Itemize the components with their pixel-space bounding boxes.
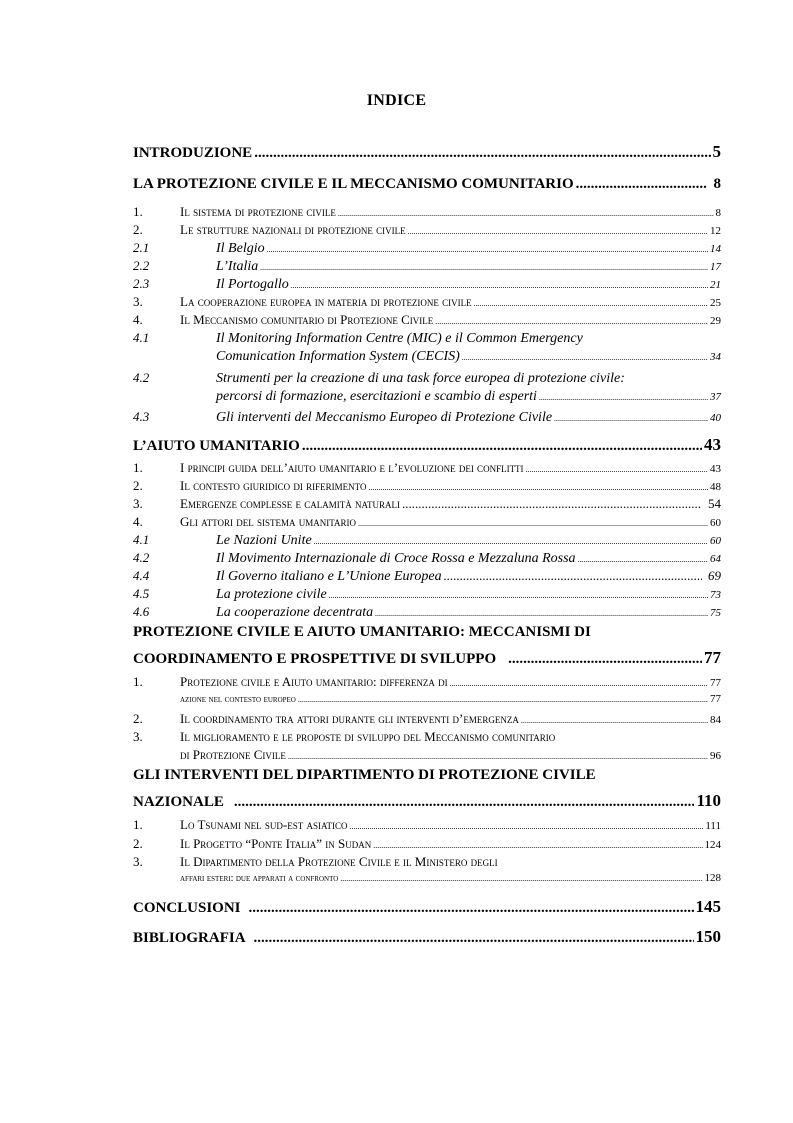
- section-number: 1.: [133, 817, 143, 832]
- entry-page: 64: [710, 553, 721, 565]
- leader-dots: [340, 874, 702, 883]
- toc-entry-bibliografia[interactable]: [133, 922, 721, 952]
- leader-dots: [435, 317, 708, 326]
- entry-page: 14: [710, 243, 721, 255]
- leader-dots: [521, 716, 708, 725]
- leader-dots: [234, 794, 695, 811]
- toc-section-1-3[interactable]: [133, 294, 721, 312]
- leader-dots: [338, 209, 714, 218]
- toc-chapter-2[interactable]: [133, 430, 721, 460]
- entry-title-line-1: Il Dipartimento della Protezione Civile e il Ministero degli: [180, 854, 498, 869]
- entry-page: 8: [715, 207, 721, 219]
- entry-title: Il Meccanismo comunitario di Protezione Civile: [180, 312, 434, 327]
- toc-chapter-4[interactable]: [133, 767, 721, 791]
- section-number: 2.2: [133, 258, 150, 273]
- section-number: 4.3: [133, 409, 150, 424]
- entry-title-line-2: NAZIONALE: [133, 794, 224, 810]
- section-number: 4.1: [133, 532, 150, 547]
- entry-page: 69: [708, 568, 721, 583]
- toc-subsection-2-4-4[interactable]: [133, 568, 721, 586]
- toc-section-2-4[interactable]: [133, 514, 721, 532]
- toc-entry-introduzione[interactable]: [133, 142, 721, 176]
- entry-title: Gli attori del sistema umanitario: [180, 514, 356, 529]
- entry-page: 77: [710, 693, 721, 705]
- toc-subsection-2-4-5[interactable]: [133, 586, 721, 604]
- entry-title: Il Progetto “Ponte Italia” in Sudan: [180, 836, 372, 851]
- entry-title-line-1: Il Monitoring Information Centre (MIC) e il Common Emergency: [216, 331, 583, 346]
- leader-dots: [576, 176, 706, 193]
- toc-section-4-3-cont[interactable]: [133, 872, 721, 892]
- toc-subsection-1-2-1[interactable]: [133, 240, 721, 258]
- entry-page: 37: [710, 391, 721, 403]
- leader-dots: [254, 145, 710, 162]
- leader-dots: [249, 900, 694, 917]
- toc-section-1-2[interactable]: [133, 222, 721, 240]
- leader-dots: [474, 299, 708, 308]
- leader-dots: [314, 537, 708, 546]
- toc-section-3-2[interactable]: [133, 711, 721, 729]
- section-number: 4.: [133, 312, 143, 327]
- entry-title-line-2: azione nel contesto europeo: [180, 694, 296, 705]
- entry-title: INTRODUZIONE: [133, 145, 253, 161]
- leader-dots: [358, 519, 708, 528]
- entry-title: Il Governo italiano e L’Unione Europea: [216, 569, 442, 584]
- entry-page: 77: [710, 677, 721, 689]
- entry-title: La cooperazione decentrata: [216, 605, 374, 620]
- entry-title-line-2: percorsi di formazione, esercitazioni e scambio di esperti: [216, 389, 537, 404]
- leader-dots: [526, 465, 708, 474]
- leader-dots: [554, 414, 708, 423]
- entry-page: 75: [710, 607, 721, 619]
- entry-page: 12: [710, 225, 721, 237]
- toc-section-2-2[interactable]: [133, 478, 721, 496]
- leader-dots: [267, 245, 708, 254]
- toc-subsection-2-4-1[interactable]: [133, 532, 721, 550]
- section-number: 3.: [133, 729, 143, 744]
- entry-title: Il Belgio: [216, 241, 265, 256]
- entry-title: La protezione civile: [216, 587, 327, 602]
- entry-title-line-2: di Protezione Civile: [180, 747, 286, 762]
- entry-page: 25: [710, 297, 721, 309]
- entry-title: Il sistema di protezione civile: [180, 204, 336, 219]
- toc-subsection-1-4-1[interactable]: [133, 330, 721, 349]
- toc-section-3-3[interactable]: [133, 729, 721, 747]
- entry-page: 110: [696, 791, 721, 810]
- entry-title: Il Portogallo: [216, 277, 289, 292]
- section-number: 4.2: [133, 550, 150, 565]
- section-number: 4.1: [133, 330, 150, 345]
- entry-title-line-2: affari esteri: due apparati a confronto: [180, 873, 339, 884]
- toc-chapter-1[interactable]: [133, 176, 721, 204]
- entry-page: 5: [712, 142, 721, 161]
- section-number: 2.3: [133, 276, 150, 291]
- toc-section-4-3[interactable]: [133, 854, 721, 872]
- entry-title: LA PROTEZIONE CIVILE E IL MECCANISMO COMUNITARIO: [133, 176, 574, 192]
- entry-title: Il Movimento Internazionale di Croce Rossa e Mezzaluna Rossa: [216, 551, 576, 566]
- entry-title: Gli interventi del Meccanismo Europeo di Protezione Civile: [216, 410, 553, 425]
- entry-title: Il contesto giuridico di riferimento: [180, 478, 367, 493]
- leader-dots: [508, 651, 702, 668]
- toc-section-4-1[interactable]: [133, 817, 721, 836]
- entry-page: 111: [705, 820, 721, 832]
- toc-section-3-1[interactable]: [133, 674, 721, 693]
- leader-dots: [291, 281, 708, 290]
- leader-dots: [298, 695, 708, 704]
- leader-dots: [444, 568, 702, 584]
- toc-chapter-3-cont[interactable]: [133, 648, 721, 674]
- entry-title: La cooperazione europea in materia di protezione civile: [180, 294, 472, 309]
- toc-subsection-2-4-6[interactable]: [133, 604, 721, 624]
- entry-page: 43: [710, 463, 721, 475]
- toc-subsection-1-4-1-cont[interactable]: [133, 349, 721, 370]
- section-number: 2.1: [133, 240, 150, 255]
- section-number: 2.: [133, 836, 143, 851]
- leader-dots: [373, 841, 702, 850]
- entry-title: I principi guida dell’aiuto umanitario e l’evoluzione dei conflitti: [180, 460, 524, 475]
- entry-title-line-1: Protezione civile e Aiuto umanitario: differenza di: [180, 674, 448, 689]
- leader-dots: [254, 930, 694, 947]
- entry-title: Emergenze complesse e calamità naturali: [180, 496, 400, 511]
- entry-title: L’AIUTO UMANITARIO: [133, 438, 300, 454]
- section-number: 1.: [133, 460, 143, 475]
- entry-page: 8: [713, 176, 721, 192]
- toc-section-1-1[interactable]: [133, 204, 721, 222]
- section-number: 2.: [133, 478, 143, 493]
- entry-page: 150: [695, 927, 721, 946]
- section-number: 4.: [133, 514, 143, 529]
- entry-page: 73: [710, 589, 721, 601]
- page-title: INDICE: [366, 92, 427, 109]
- toc-section-4-2[interactable]: [133, 836, 721, 854]
- toc-entry-conclusioni[interactable]: [133, 892, 721, 922]
- entry-page: 40: [710, 412, 721, 424]
- leader-dots: [462, 353, 708, 362]
- entry-title-line-1: Il miglioramento e le proposte di sviluppo del Meccanismo comunitario: [180, 729, 556, 744]
- leader-dots: [329, 591, 708, 600]
- section-number: 3.: [133, 496, 143, 511]
- toc-section-2-1[interactable]: [133, 460, 721, 478]
- toc-section-2-3[interactable]: [133, 496, 721, 514]
- leader-dots: [288, 752, 708, 761]
- leader-dots: [578, 555, 708, 564]
- entry-title: Lo Tsunami nel sud-est asiatico: [180, 817, 348, 832]
- entry-page: 128: [704, 872, 721, 884]
- toc-subsection-1-4-2-cont[interactable]: [133, 389, 721, 409]
- entry-page: 17: [710, 261, 721, 273]
- entry-title: BIBLIOGRAFIA: [133, 930, 246, 946]
- entry-title-line-1: Strumenti per la creazione di una task force europea di protezione civile:: [216, 371, 625, 386]
- leader-dots: [450, 679, 708, 688]
- leader-dots: [402, 496, 702, 512]
- toc-chapter-4-cont[interactable]: [133, 791, 721, 817]
- leader-dots: [375, 609, 708, 618]
- toc-subsection-1-4-2[interactable]: [133, 370, 721, 389]
- section-number: 4.6: [133, 604, 150, 619]
- entry-title: Il coordinamento tra attori durante gli interventi d’emergenza: [180, 711, 519, 726]
- section-number: 1.: [133, 204, 143, 219]
- section-number: 2.: [133, 222, 143, 237]
- entry-page: 60: [710, 517, 721, 529]
- entry-title-line-1: PROTEZIONE CIVILE E AIUTO UMANITARIO: MECCANISMI DI: [133, 624, 591, 640]
- toc-subsection-1-4-3[interactable]: [133, 409, 721, 430]
- entry-page: 84: [710, 714, 721, 726]
- entry-title: L’Italia: [216, 259, 259, 274]
- section-number: 1.: [133, 674, 143, 689]
- section-number: 4.4: [133, 568, 150, 583]
- table-of-contents: [133, 142, 721, 952]
- entry-title: Le Nazioni Unite: [216, 533, 312, 548]
- entry-page: 96: [710, 750, 721, 762]
- section-number: 4.2: [133, 370, 150, 385]
- entry-page: 60: [710, 535, 721, 547]
- leader-dots: [369, 483, 709, 492]
- toc-section-3-3-cont[interactable]: [133, 747, 721, 767]
- entry-title-line-2: Comunication Information System (CECIS): [216, 349, 460, 364]
- entry-page: 43: [704, 435, 721, 454]
- entry-page: 34: [710, 351, 721, 363]
- toc-subsection-1-2-2[interactable]: [133, 258, 721, 276]
- entry-page: 77: [704, 648, 721, 667]
- entry-page: 124: [704, 839, 721, 851]
- leader-dots: [260, 263, 708, 272]
- section-number: 2.: [133, 711, 143, 726]
- leader-dots: [408, 227, 708, 236]
- section-number: 3.: [133, 854, 143, 869]
- entry-page: 48: [710, 481, 721, 493]
- toc-subsection-1-2-3[interactable]: [133, 276, 721, 294]
- entry-page: 54: [708, 496, 721, 511]
- toc-subsection-2-4-2[interactable]: [133, 550, 721, 568]
- section-number: 3.: [133, 294, 143, 309]
- entry-title-line-1: GLI INTERVENTI DEL DIPARTIMENTO DI PROTEZIONE CIVILE: [133, 767, 596, 783]
- entry-title: Le strutture nazionali di protezione civile: [180, 222, 406, 237]
- entry-title: CONCLUSIONI: [133, 900, 241, 916]
- toc-section-3-1-cont[interactable]: [133, 693, 721, 711]
- toc-chapter-3[interactable]: [133, 624, 721, 648]
- section-number: 4.5: [133, 586, 150, 601]
- entry-page: 21: [710, 279, 721, 291]
- entry-page: 145: [695, 897, 721, 916]
- entry-page: 29: [710, 315, 721, 327]
- entry-title-line-2: COORDINAMENTO E PROSPETTIVE DI SVILUPPO: [133, 651, 497, 667]
- toc-section-1-4[interactable]: [133, 312, 721, 330]
- leader-dots: [349, 822, 703, 831]
- leader-dots: [539, 393, 708, 402]
- leader-dots: [302, 438, 702, 455]
